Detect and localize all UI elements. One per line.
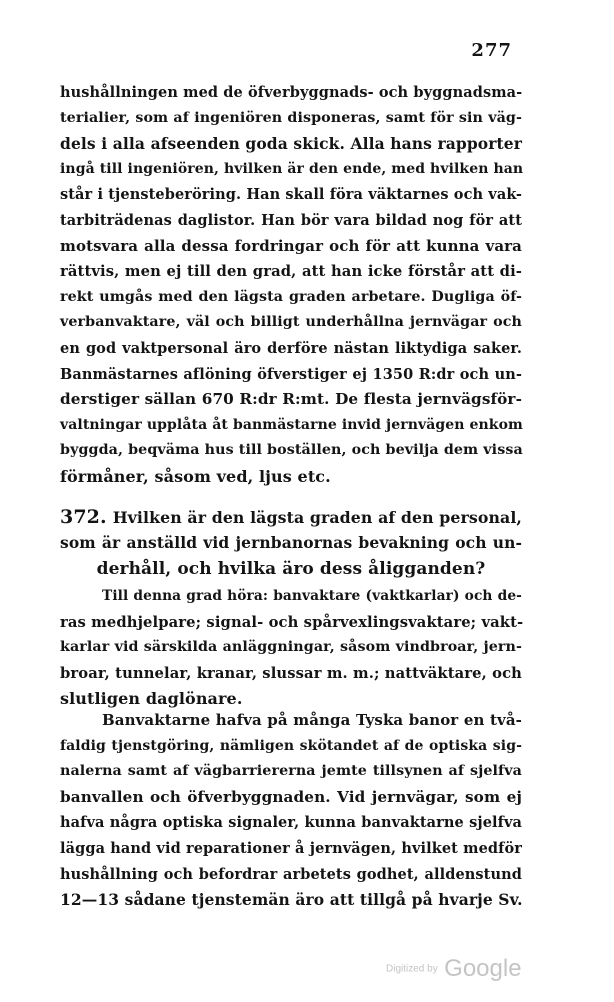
paragraph-continued bbox=[60, 80, 522, 490]
question-heading bbox=[60, 504, 522, 582]
text-line: verbanvaktare, väl och billigt underhållna jernvägar och bbox=[60, 314, 522, 331]
text-line: 12—13 sådane tjenstemän äro att tillgå på hvarje Sv. bbox=[60, 890, 523, 910]
text-line: hafva några optiska signaler, kunna banvaktarne sjelfva bbox=[60, 814, 522, 832]
text-line: valtningar upplåta åt banmästarne invid jernvägen enkom bbox=[60, 416, 523, 433]
text-line: tarbiträdenas daglistor. Han bör vara bildad nog för att bbox=[60, 211, 522, 229]
text-line: ras medhjelpare; signal- och spårvexlingsvaktare; vakt- bbox=[60, 613, 524, 631]
answer-paragraph-2 bbox=[60, 708, 522, 913]
text-line: motsvara alla dessa fordringar och för att kunna vara bbox=[60, 236, 522, 255]
text-line: broar, tunnelar, kranar, slussar m. m.; nattväktare, och bbox=[60, 664, 522, 682]
text-line: hushållningen med de öfverbyggnads- och byggnadsma- bbox=[60, 84, 523, 101]
text-line: banvallen och öfverbyggnaden. Vid jernvägar, som ej bbox=[60, 787, 522, 806]
text-line: Till denna grad höra: banvaktare (vaktkarlar) och de- bbox=[102, 588, 522, 604]
question-number: 372. bbox=[60, 506, 107, 528]
text-line: nalerna samt af vägbarriererna jemte tillsynen af sjelfva bbox=[60, 763, 522, 780]
question-heading-line: derhåll, och hvilka äro dess åligganden? bbox=[96, 559, 486, 579]
text-line: Banmästarnes aflöning öfverstiger ej 1350 R:dr och un- bbox=[60, 365, 522, 383]
watermark-prefix: Digitized by bbox=[386, 963, 438, 975]
text-line: en god vaktpersonal äro derföre nästan liktydiga saker. bbox=[60, 339, 522, 357]
text-line: ingå till ingeniören, hvilken är den ende, med hvilken han bbox=[60, 160, 524, 177]
question-text: Hvilken är den lägsta graden af den personal, bbox=[112, 508, 522, 527]
text-line: derstiger sällan 670 R:dr R:mt. De flesta jernvägsför- bbox=[60, 390, 522, 409]
answer-paragraph bbox=[60, 584, 522, 712]
text-line: terialier, som af ingeniören disponeras, samt för sin väg- bbox=[60, 109, 522, 126]
text-line: står i tjensteberöring. Han skall föra väktarnes och vak- bbox=[60, 186, 522, 204]
question-heading-line bbox=[60, 504, 522, 530]
text-line: förmåner, såsom ved, ljus etc. bbox=[60, 466, 331, 486]
page-number: 277 bbox=[471, 40, 512, 61]
text-line: dels i alla afseenden goda skick. Alla hans rapporter bbox=[60, 134, 522, 154]
text-line: slutligen daglönare. bbox=[60, 689, 243, 709]
watermark-logo: Google bbox=[444, 955, 522, 982]
text-line: lägga hand vid reparationer å jernvägen, hvilket medför bbox=[60, 839, 522, 857]
text-line: rekt umgås med den lägsta graden arbetare. Dugliga öf- bbox=[60, 288, 522, 305]
question-heading-line: som är anställd vid jernbanornas bevakning och un- bbox=[60, 533, 522, 552]
text-line: hushållning och befordrar arbetets godhet, alldenstund bbox=[60, 865, 522, 883]
text-line: faldig tjenstgöring, nämligen skötandet af de optiska sig- bbox=[60, 737, 522, 754]
text-line: karlar vid särskilda anläggningar, såsom vindbroar, jern- bbox=[60, 639, 522, 656]
text-line: Banvaktarne hafva på många Tyska banor en två- bbox=[102, 711, 522, 729]
digitized-watermark bbox=[386, 955, 522, 983]
text-line: rättvis, men ej till den grad, att han icke förstår att di- bbox=[60, 263, 522, 281]
text-line: byggda, beqväma hus till boställen, och bevilja dem vissa bbox=[60, 442, 523, 459]
